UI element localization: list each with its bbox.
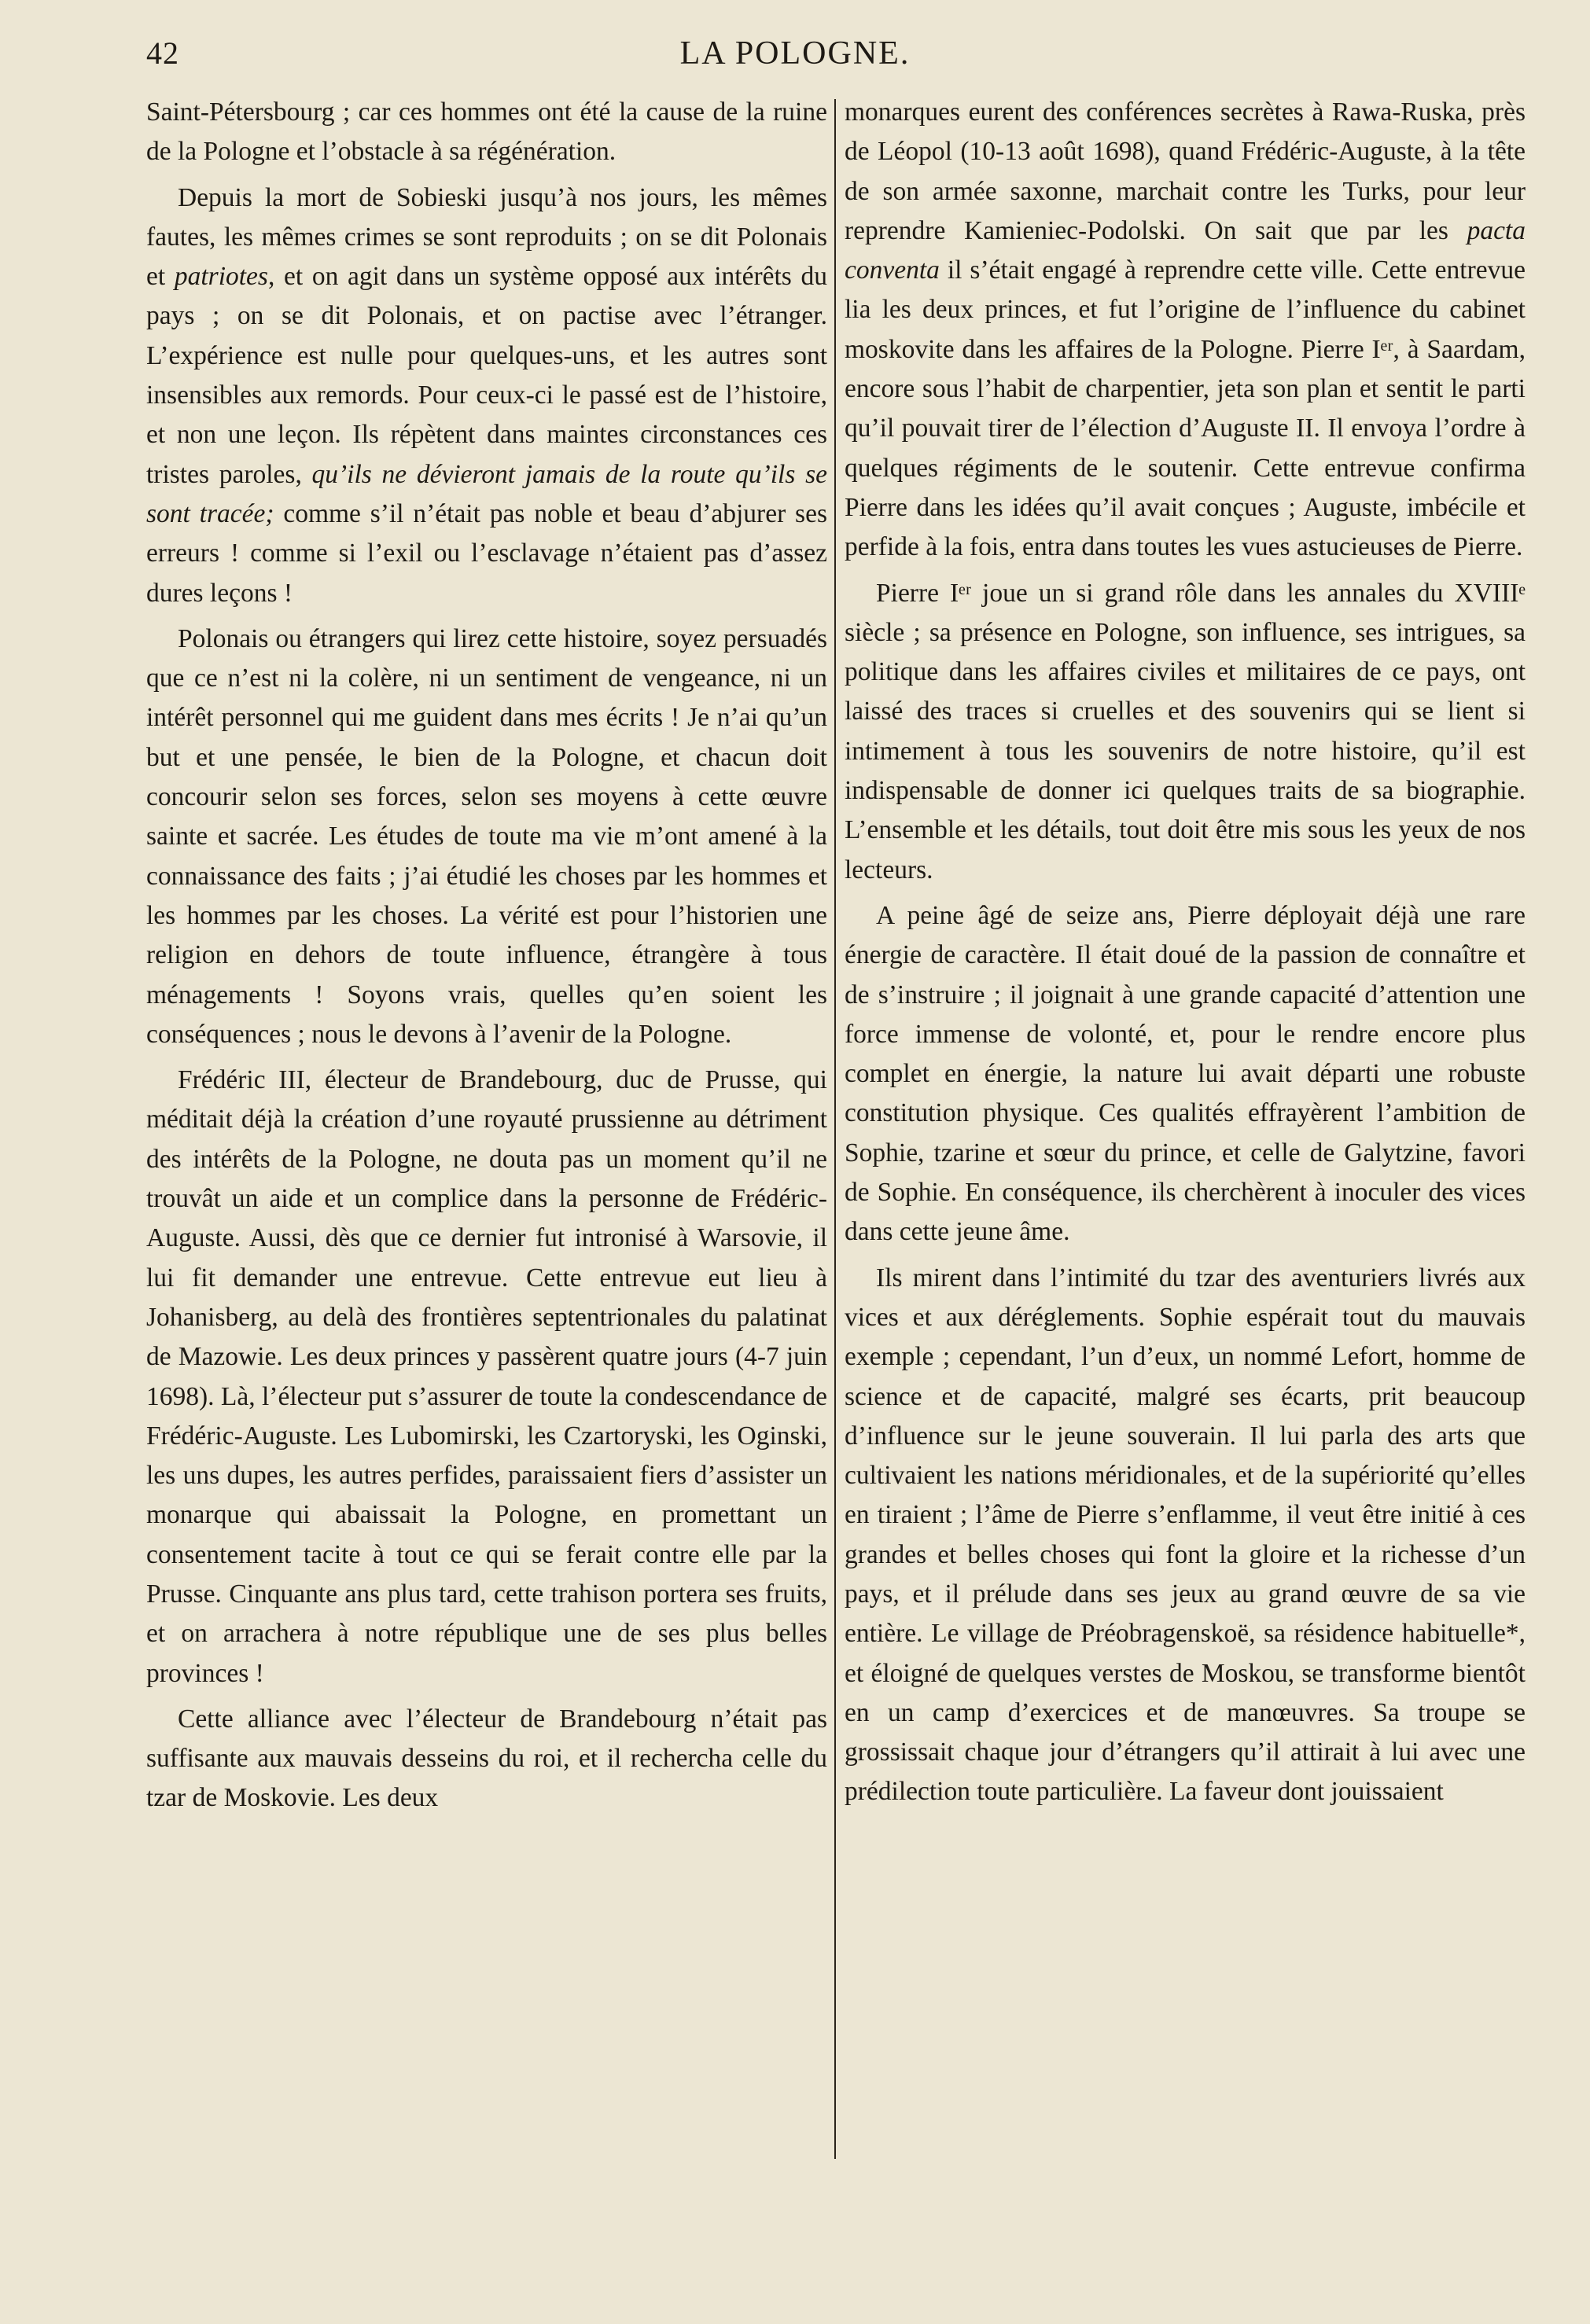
text-run: il s’était engagé à reprendre cette ville. Cette entrevue lia les deux princes, et fut l’origine de l’influence du cabinet moskovite dans les affaires de la Pologne. Pierre Iᵉʳ, à Saardam, encore sous l’habit de charpentier, jeta son plan et sentit le parti qu’il pouvait tirer de l’élection d’Auguste II. Il envoya l’ordre à quelques régiments de le soutenir. Cette entrevue confirma Pierre dans les idées qu’il avait conçues ; Auguste, imbécile et perfide à la fois, entra dans toutes les vues astucieuses de Pierre.	[845, 256, 1526, 562]
italic-phrase: patriotes	[174, 262, 268, 292]
running-head	[0, 35, 1590, 90]
paragraph	[146, 178, 827, 613]
page-number: 42	[146, 35, 179, 71]
italic-phrase: pacta conventa	[845, 215, 1526, 285]
text-run: , et on agit dans un système opposé aux intérêts du pays ; on se dit Polonais, et on pactise avec l’étranger. L’expérience est nulle pour quelques-uns, et les autres sont insensibles aux remords. Pour ceux-ci le passé est de l’histoire, et non une leçon. Ils répètent dans maintes circonstances ces tristes paroles,	[146, 262, 827, 489]
running-title: LA POLOGNE.	[679, 35, 911, 72]
text-run: monarques eurent des conférences secrètes à Rawa-Ruska, près de Léopol (10-13 août 1698), quand Frédéric-Auguste, à la tête de son armée saxonne, marchait contre les Turks, pour leur reprendre Kamieniec-Podolski. On sait que par les	[845, 97, 1526, 245]
paragraph: Saint-Pétersbourg ; car ces hommes ont été la cause de la ruine de la Pologne et l’obstacle à sa régénération.	[146, 97, 827, 167]
paragraph: Frédéric III, électeur de Brandebourg, duc de Prusse, qui méditait déjà la création d’une royauté prussienne au détriment des intérêts de la Pologne, ne douta pas un moment qu’il ne trouvât un aide et un complice dans la personne de Frédéric-Auguste. Aussi, dès que ce dernier fut intronisé à Warsovie, il lui fit demander une entrevue. Cette entrevue eut lieu à Johanisberg, au delà des frontières septentrionales du palatinat de Mazowie. Les deux princes y passèrent quatre jours (4-7 juin 1698). Là, l’électeur put s’assurer de toute la condescendance de Frédéric-Auguste. Les Lubomirski, les Czartoryski, les Oginski, les uns dupes, les autres perfides, paraissaient fiers d’assister un monarque qui abaissait la Pologne, en promettant un consentement tacite à tout ce qui se ferait contre elle par la Prusse. Cinquante ans plus tard, cette trahison portera ses fruits, et on arrachera à notre république une de ses plus belles provinces !	[146, 1065, 827, 1688]
paragraph: Polonais ou étrangers qui lirez cette histoire, soyez persuadés que ce n’est ni la colère, ni un sentiment de vengeance, ni un intérêt personnel qui me guident dans mes écrits ! Je n’ai qu’un but et une pensée, le bien de la Pologne, et chacun doit concourir selon ses forces, selon ses moyens à cette œuvre sainte et sacrée. Les études de toute ma vie m’ont amené à la connaissance des faits ; j’ai étudié les choses par les hommes et les hommes par les choses. La vérité est pour l’historien une religion en dehors de toute influence, étrangère à tous ménagements ! Soyons vrais, quelles qu’en soient les conséquences ; nous le devons à l’avenir de la Pologne.	[146, 623, 827, 1049]
paragraph: Cette alliance avec l’électeur de Brandebourg n’était pas suffisante aux mauvais desseins du roi, et il rechercha celle du tzar de Moskovie. Les deux	[146, 1704, 827, 1813]
paragraph: A peine âgé de seize ans, Pierre déployait déjà une rare énergie de caractère. Il était doué de la passion de connaître et de s’instruire ; il joignait à une grande capacité d’attention une force immense de volonté, et, pour le rendre encore plus complet en énergie, la nature lui avait départi une robuste constitution physique. Ces qualités effrayèrent l’ambition de Sophie, tzarine et sœur du prince, et celle de Galytzine, favori de Sophie. En conséquence, ils cherchèrent à inoculer des vices dans cette jeune âme.	[845, 900, 1526, 1247]
left-column	[146, 93, 827, 1818]
column-rule	[834, 99, 836, 2159]
paragraph	[845, 93, 1526, 568]
italic-phrase: qu’ils ne dévieront jamais de la route qu’ils se sont tracée;	[146, 459, 827, 528]
text-run: comme s’il n’était pas noble et beau d’abjurer ses erreurs ! comme si l’exil ou l’esclavage n’étaient pas d’assez dures leçons !	[146, 498, 827, 608]
paragraph: Pierre Iᵉʳ joue un si grand rôle dans les annales du XVIIIᵉ siècle ; sa présence en Pologne, son influence, ses intrigues, sa politique dans les affaires civiles et militaires de ce pays, ont laissé des traces si cruelles et des souvenirs qui se lient si intimement à tous les souvenirs de notre histoire, qu’il est indispensable de donner ici quelques traits de sa biographie. L’ensemble et les détails, tout doit être mis sous les yeux de nos lecteurs.	[845, 578, 1526, 884]
right-column	[845, 93, 1526, 1812]
text-run: Depuis la mort de Sobieski jusqu’à nos jours, les mêmes fautes, les mêmes crimes se sont reproduits ; on se dit Polonais et	[146, 182, 827, 292]
paragraph: Ils mirent dans l’intimité du tzar des aventuriers livrés aux vices et aux déréglements. Sophie espérait tout du mauvais exemple ; cependant, l’un d’eux, un nommé Lefort, homme de science et de capacité, malgré ses écarts, prit beaucoup d’influence sur le jeune souverain. Il lui parla des arts que cultivaient les nations méridionales, et de la supériorité qu’elles en tiraient ; l’âme de Pierre s’enflamme, il veut être initié à ces grandes et belles choses qui font la gloire et la richesse d’un pays, et il prélude dans ses jeux au grand œuvre de sa vie entière. Le village de Préobragenskoë, sa résidence habituelle*, et éloigné de quelques verstes de Moskou, se transforme bientôt en un camp d’exercices et de manœuvres. Sa troupe se grossissait chaque jour d’étrangers qu’il attirait à lui avec une prédilection toute particulière. La faveur dont jouissaient	[845, 1263, 1526, 1807]
